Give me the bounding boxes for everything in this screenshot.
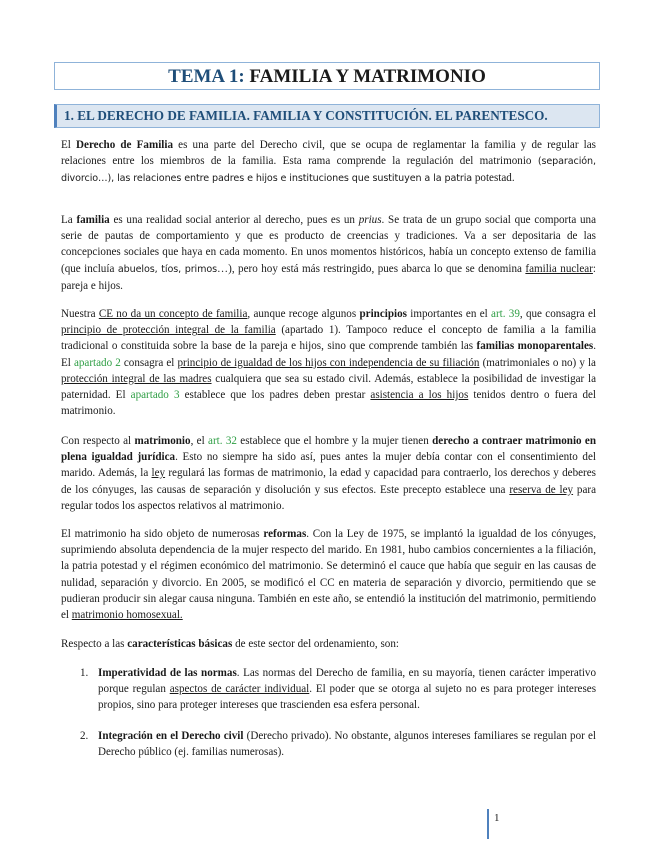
page-number-bar xyxy=(487,809,489,839)
characteristics-list xyxy=(74,665,596,760)
paragraph-caracteristicas: Respecto a las características básicas de este sector del ordenamiento, son: xyxy=(61,638,399,650)
title-main: FAMILIA Y MATRIMONIO xyxy=(249,66,486,87)
list-number: 2. xyxy=(80,729,89,742)
list-number: 1. xyxy=(80,667,89,679)
paragraph-constitucion: Nuestra CE no da un concepto de familia, aunque recoge algunos principios importantes en el art. 39, que consagra el principio de protección integral de la familia (apartado 1). Tampoco reduce el concepto de familia a la familia tradicional o constituida sobre la base de la pareja e hijos, sino que comprende también las familias monoparentales. El apartado 2 consagra el principio de igualdad de los hijos con independencia de su filiación (matrimoniales o no) y la protección integral de las madres cualquiera que sea su estado civil. Además, establece la posibilidad de investigar la paternidad. El apartado 3 establece que los padres deben prestar asistencia a los hijos tenidos dentro o fuera del matrimonio. xyxy=(61,308,597,418)
title-prefix: TEMA 1: xyxy=(168,66,245,87)
paragraph-familia: La familia es una realidad social anterior al derecho, pues es un prius. Se trata de un grupo social que comporta una serie de pautas de comportamiento y que es producto de creencias y tradiciones. Va a ser depositaria de las concepciones sociales que haya en cada momento. En unos momentos históricos, había un concepto extenso de familia (que incluía abuelos, tíos, primos…), pero hoy está más restringido, pues abarca lo que se denomina familia nuclear: pareja e hijos. xyxy=(61,214,597,292)
list-item: 2. Integración en el Derecho civil (Derecho privado). No obstante, algunos intereses familiares se regulan por el Derecho público (ej. familias numerosas). xyxy=(80,729,596,758)
page-number: 1 xyxy=(494,812,500,824)
paragraph-intro: El Derecho de Familia es una parte del Derecho civil, que se ocupa de reglamentar la familia y de regular las relaciones entre los miembros de la familia. Esta rama comprende la regulación del matrimonio (separación, divorcio…), las relaciones entre padres e hijos e instituciones que sustituyen a la patria potestad. xyxy=(61,139,596,185)
paragraph-reformas: El matrimonio ha sido objeto de numerosas reformas. Con la Ley de 1975, se implantó la igualdad de los cónyuges, suprimiendo absoluta dependencia de la mujer respecto del marido. En 1981, hubo cambios concernientes a la filiación, la patria potestad y el régimen económico del matrimonio. Se determinó el cauce que había que seguir en las causas de nulidad, separación y divorcio. En 2005, se modificó el CC en materia de separación y divorcio, permitiendo que se pudieran producir sin alegar causa ninguna. También en este año, se entendió la institución del matrimonio, permitiendo el matrimonio homosexual. xyxy=(61,528,596,622)
paragraph-matrimonio: Con respecto al matrimonio, el art. 32 establece que el hombre y la mujer tienen derecho a contraer matrimonio en plena igualdad jurídica. Esto no siempre ha sido así, pues antes la mujer debía contar con el consentimiento del marido. Además, la ley regulará las formas de matrimonio, la edad y capacidad para contraerlo, los derechos y deberes de los cónyuges, las causas de separación y disolución y sus efectos. Este precepto establece una reserva de ley para regular todos los aspectos relativos al matrimonio. xyxy=(61,435,597,512)
page-title xyxy=(54,62,600,90)
section-heading: 1. EL DERECHO DE FAMILIA. FAMILIA Y CONSTITUCIÓN. EL PARENTESCO. xyxy=(54,104,600,128)
list-item: 1. Imperatividad de las normas. Las normas del Derecho de familia, en su mayoría, tienen carácter imperativo porque regulan aspectos de carácter individual. El poder que se otorga al sujeto no es para proteger intereses propios, sino para proteger intereses que trascienden esa esfera personal. xyxy=(80,667,597,712)
